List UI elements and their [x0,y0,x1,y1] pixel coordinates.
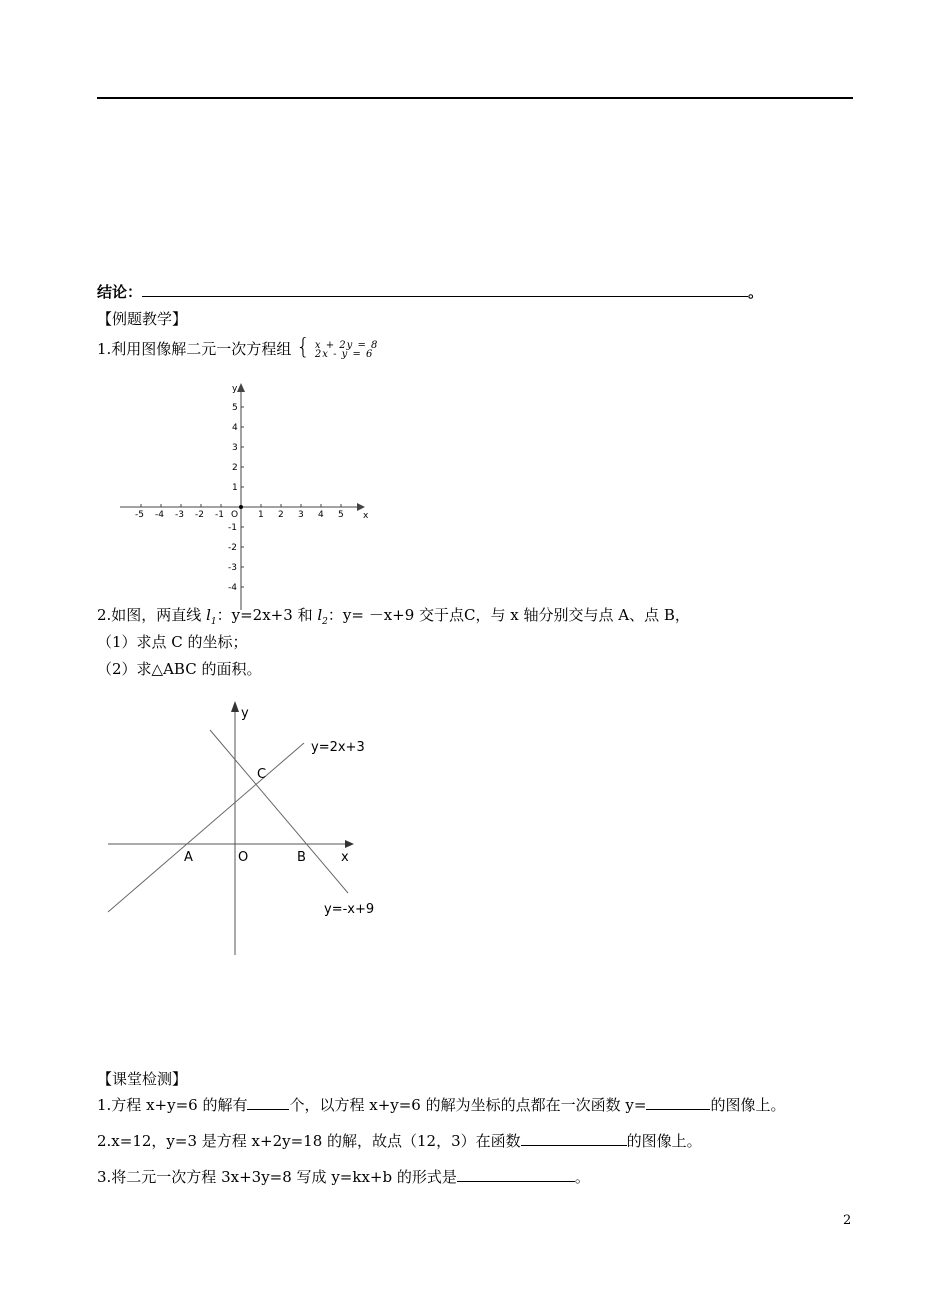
y-tick-label: -2 [228,543,237,553]
check-q1-text-a: 1.方程 x+y=6 的解有 [97,1096,248,1114]
check-q1-text-b: 个，以方程 x+y=6 的解为坐标的点都在一次函数 y= [289,1096,647,1114]
equation-1: x + 2y = 8 [314,340,379,351]
q1-text: 1.利用图像解二元一次方程组 [97,340,292,358]
check-q1 [97,1094,785,1115]
fig2-y-arrow-icon [231,701,239,712]
point-c-label: C [257,767,267,782]
fig2-x-arrow-icon [345,840,354,848]
y-tick-label: 4 [232,423,238,433]
x-tick-label: 2 [278,510,284,520]
check-q2-blank[interactable] [521,1145,627,1146]
l2-letter: l [317,606,323,624]
x-axis-label: x [363,511,369,521]
q2-part2: （2）求△ABC 的面积。 [97,660,262,678]
y-tick-label: -1 [228,523,237,533]
example-heading: 【例题教学】 [97,310,188,328]
q2-text-b: ：y=2x+3 和 [216,606,313,624]
y-tick-label: 2 [232,463,238,473]
check-q1-blank-1[interactable] [247,1109,289,1110]
x-tick-label: 4 [318,510,324,520]
y-tick-label: 3 [232,443,238,453]
l2-subscript: 2 [322,617,328,627]
line2-label: y=-x+9 [324,902,375,917]
q2-text-a: 2.如图，两直线 [97,606,202,624]
x-tick-label: -3 [175,510,184,520]
fig2-y-label: y [241,706,249,721]
x-tick-label: 3 [298,510,304,520]
x-tick-label: 5 [338,510,344,520]
y-tick-label: -3 [228,563,237,573]
check-q3-blank[interactable] [457,1181,575,1182]
y-tick-label: 5 [232,403,238,413]
conclusion-label: 结论： [97,283,143,301]
check-q2-text-a: 2.x=12，y=3 是方程 x+2y=18 的解，故点（12，3）在函数 [97,1132,521,1150]
line-y-2x-plus-3 [108,743,304,912]
system-brace-icon: { [296,335,311,360]
fig2-x-label: x [341,850,349,865]
point-b-label: B [297,850,306,865]
l1-subscript: 1 [210,617,217,627]
l1-letter: l [206,606,211,624]
origin-label: O [231,510,239,520]
conclusion-end: 。 [748,283,764,301]
check-q1-text-c: 的图像上。 [710,1096,786,1114]
check-q1-blank-2[interactable] [646,1109,710,1110]
x-tick-label: -4 [155,510,164,520]
x-tick-label: -1 [215,510,224,520]
x-tick-label: 1 [258,510,264,520]
q2-text-c: ：y= －x+9 交于点C，与 x 轴分别交与点 A、点 B， [327,606,690,624]
q2-part1: （1）求点 C 的坐标； [97,633,248,651]
check-q3-text-a: 3.将二元一次方程 3x+3y=8 写成 y=kx+b 的形式是 [97,1168,457,1186]
equation-2: 2x - y = 6 [314,349,374,360]
check-q3-text-b: 。 [574,1168,590,1186]
page-number: 2 [843,1213,852,1228]
check-q3 [97,1166,590,1187]
check-q2 [97,1130,702,1151]
check-q2-text-b: 的图像上。 [626,1132,702,1150]
point-a-label: A [184,850,193,865]
point-o-label: O [238,850,249,865]
check-heading: 【课堂检测】 [97,1070,188,1088]
line1-label: y=2x+3 [311,740,365,755]
y-tick-label: 1 [232,483,238,493]
x-tick-label: -2 [195,510,204,520]
y-axis-label: y [232,384,238,394]
x-tick-label: -5 [135,510,144,520]
y-tick-label: -4 [228,583,237,593]
